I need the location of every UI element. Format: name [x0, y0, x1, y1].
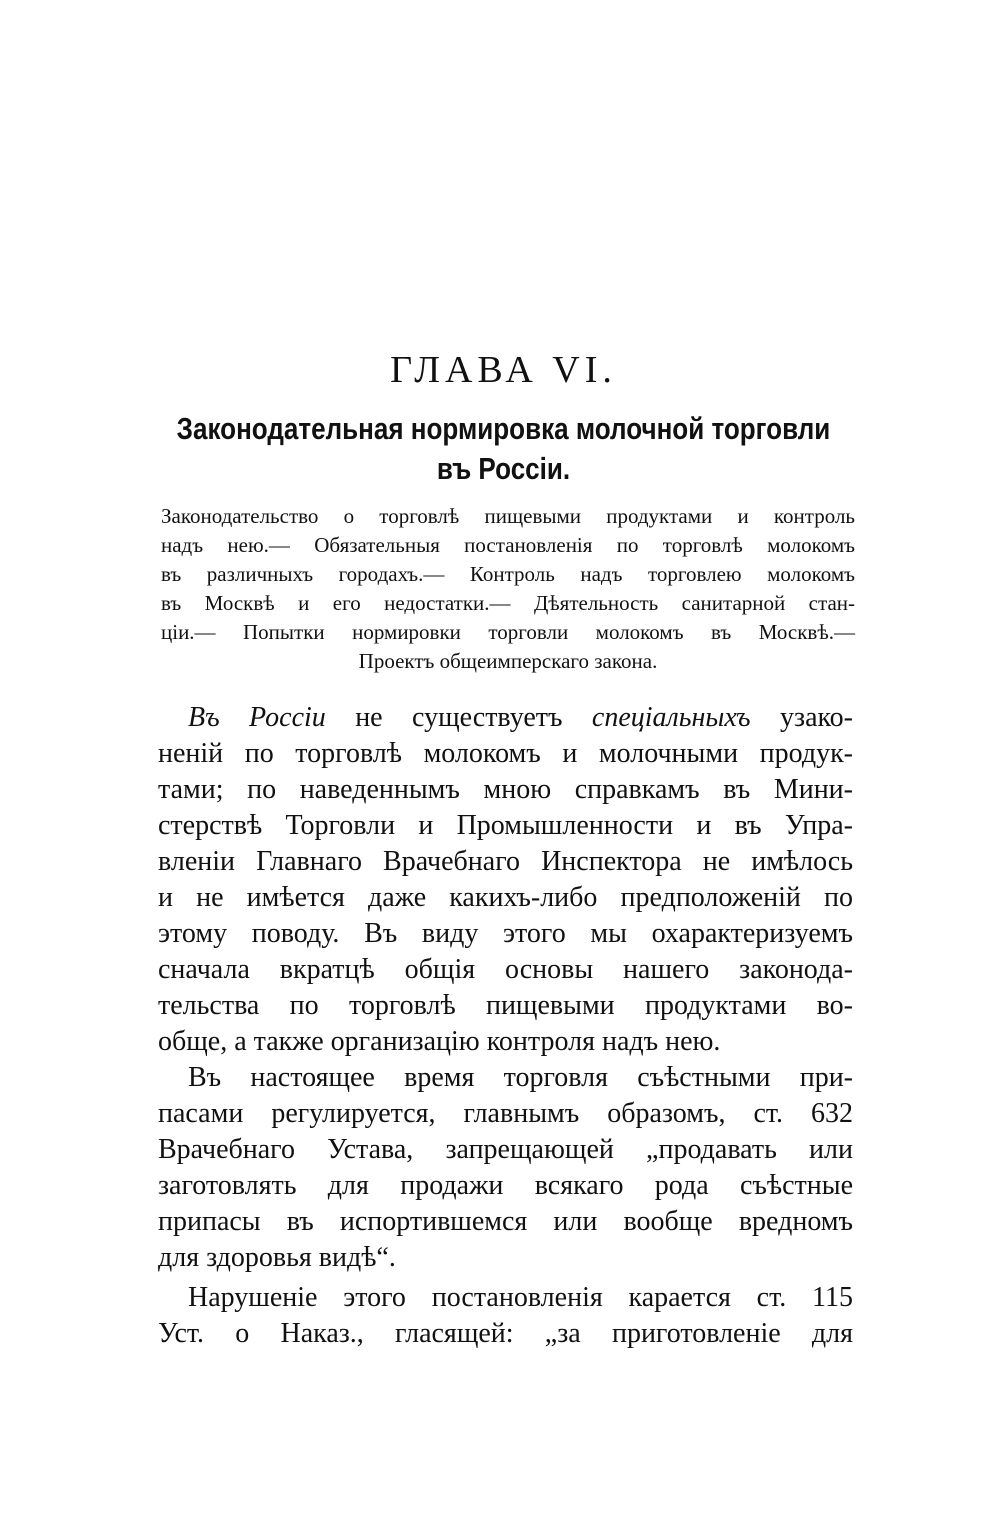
body-line: заготовлять для продажи всякаго рода съѣстные — [158, 1170, 853, 1201]
chapter-heading: ГЛАВА VI. — [390, 349, 617, 391]
chapter-title-line-1: Законодательная нормировка молочной торговли — [176, 411, 831, 446]
body-line: пасами регулируется, главнымъ образомъ, ст. 632 — [158, 1098, 853, 1129]
body-line: Врачебнаго Устава, запрещающей „продавать или — [158, 1134, 853, 1165]
body-line: Уст. о Наказ., гласящей: „за приготовленіе для — [158, 1318, 853, 1349]
body-line: тами; по наведеннымъ мною справкамъ въ Мини- — [158, 774, 853, 805]
summary-line: въ различныхъ городахъ.— Контроль надъ торговлею молокомъ — [161, 562, 855, 586]
body-line: стерствѣ Торговли и Промышленности и въ Упра- — [158, 810, 853, 841]
summary-line: въ Москвѣ и его недостатки.— Дѣятельность санитарной стан- — [161, 591, 855, 615]
text-run: не существуетъ — [325, 702, 592, 733]
body-line: неній по торговлѣ молокомъ и молочными продук- — [158, 738, 853, 769]
summary-line: надъ нею.— Обязательныя постановленія по торговлѣ молокомъ — [161, 533, 855, 557]
body-line: припасы въ испортившемся или вообще вредномъ — [158, 1206, 853, 1237]
summary-line-last: Проектъ общеимперскаго закона. — [358, 649, 658, 673]
body-line: и не имѣется даже какихъ-либо предположеній по — [158, 882, 853, 913]
summary-line: Законодательство о торговлѣ пищевыми продуктами и контроль — [161, 504, 855, 528]
italic-phrase: спеціальныхъ — [591, 702, 751, 733]
body-line: сначала вкратцѣ общія основы нашего законода- — [158, 954, 853, 985]
body-line: обще, а также организацію контроля надъ нею. — [158, 1026, 721, 1057]
chapter-title-line-2: въ Россіи. — [436, 451, 571, 486]
body-line: этому поводу. Въ виду этого мы охарактеризуемъ — [158, 918, 853, 949]
body-line: тельства по торговлѣ пищевыми продуктами во- — [158, 990, 853, 1021]
body-line: Въ настоящее время торговля съѣстными при- — [188, 1062, 853, 1093]
italic-phrase: Въ Россіи — [188, 702, 326, 733]
text-run: узако- — [750, 702, 854, 733]
summary-line: ціи.— Попытки нормировки торговли молокомъ въ Москвѣ.— — [161, 620, 855, 644]
body-line: вленіи Главнаго Врачебнаго Инспектора не имѣлось — [158, 846, 853, 877]
body-line: Нарушеніе этого постановленія карается ст. 115 — [188, 1282, 853, 1313]
body-line: для здоровья видѣ“. — [158, 1242, 396, 1273]
paragraph-first-line — [188, 700, 853, 736]
